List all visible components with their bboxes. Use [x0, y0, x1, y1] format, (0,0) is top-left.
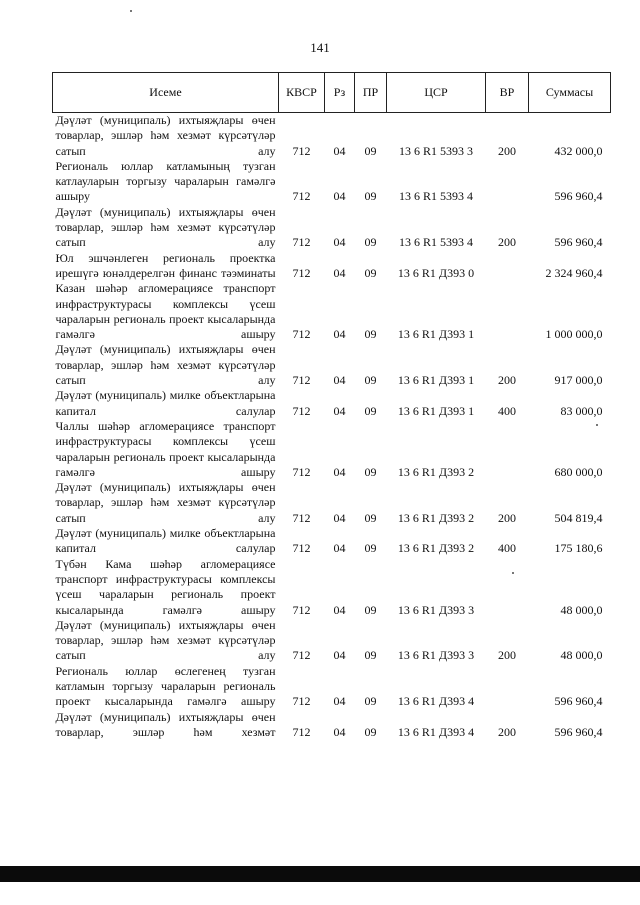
table-row [53, 557, 611, 618]
row-rz: 04 [333, 648, 346, 663]
table-row [53, 113, 611, 159]
row-pr: 09 [364, 403, 377, 418]
row-pr: 09 [364, 235, 377, 250]
scan-bottom-edge [0, 866, 640, 882]
column-header-kvsr: КВСР [279, 73, 325, 113]
row-rz: 04 [333, 373, 346, 388]
row-rz: 04 [333, 143, 346, 158]
row-pr: 09 [364, 724, 377, 739]
row-vr: 200 [498, 648, 516, 663]
table-row [53, 419, 611, 480]
table-row [53, 664, 611, 710]
row-sum: 48 000,0 [560, 648, 603, 663]
scan-speck [130, 10, 132, 12]
row-pr: 09 [364, 648, 377, 663]
row-name: Дәүләт (муниципаль) ихтыяҗлары өчен товарлар, эшләр һәм хезмәт күрсәтүләр сатып алу [55, 342, 276, 388]
row-csr: 13 6 R1 Д393 4 [397, 694, 475, 709]
row-sum: 680 000,0 [554, 464, 603, 479]
row-vr: 200 [498, 235, 516, 250]
row-sum: 2 324 960,4 [545, 265, 603, 280]
row-sum: 432 000,0 [554, 143, 603, 158]
table-row [53, 281, 611, 342]
table-row [53, 710, 611, 741]
row-csr: 13 6 R1 Д393 3 [397, 648, 475, 663]
row-kvsr: 712 [292, 265, 311, 280]
row-rz: 04 [333, 403, 346, 418]
table-row [53, 251, 611, 282]
row-kvsr: 712 [292, 403, 311, 418]
row-pr: 09 [364, 143, 377, 158]
table-row [53, 159, 611, 205]
row-sum: 48 000,0 [560, 602, 603, 617]
row-name: Дәүләт (муниципаль) ихтыяҗлары өчен товарлар, эшләр һәм хезмәт [55, 709, 276, 739]
row-kvsr: 712 [292, 724, 311, 739]
row-pr: 09 [364, 464, 377, 479]
row-pr: 09 [364, 327, 377, 342]
row-sum: 596 960,4 [554, 235, 603, 250]
row-name: Дәүләт (муниципаль) ихтыяҗлары өчен товарлар, эшләр һәм хезмәт күрсәтүләр сатып алу [55, 480, 276, 525]
row-vr: 400 [498, 541, 516, 556]
row-vr [486, 419, 529, 480]
row-sum: 596 960,4 [554, 189, 603, 204]
row-name: Дәүләт (муниципаль) ихтыяҗлары өчен товарлар, эшләр һәм хезмәт күрсәтүләр сатып алу [55, 204, 276, 250]
row-sum: 596 960,4 [554, 724, 603, 739]
row-kvsr: 712 [292, 143, 311, 158]
row-vr [486, 281, 529, 342]
row-kvsr: 712 [292, 541, 311, 556]
row-kvsr: 712 [292, 602, 311, 617]
row-rz: 04 [333, 541, 346, 556]
row-csr: 13 6 R1 Д393 0 [397, 265, 475, 280]
row-kvsr: 712 [292, 648, 311, 663]
row-name: Региональ юллар өслегенең тузган катламын торгызу чараларын региональ проект кысаларында гамәлгә ашыру [55, 663, 276, 709]
row-kvsr: 712 [292, 510, 311, 525]
table-row [53, 618, 611, 664]
row-kvsr: 712 [292, 464, 311, 479]
row-pr: 09 [364, 189, 377, 204]
row-kvsr: 712 [292, 327, 311, 342]
row-sum: 83 000,0 [560, 403, 603, 418]
row-rz: 04 [333, 602, 346, 617]
row-csr: 13 6 R1 Д393 1 [397, 327, 475, 342]
column-header-rz: Рз [325, 73, 355, 113]
row-pr: 09 [364, 541, 377, 556]
table-row [53, 342, 611, 388]
row-name: Чаллы шәһәр агломерациясе транспорт инфраструктурасы комплексы үсеш чараларын региональ проект кысаларында гамәлгә ашыру [55, 418, 276, 479]
row-csr: 13 6 R1 Д393 2 [397, 510, 475, 525]
row-rz: 04 [333, 235, 346, 250]
row-csr: 13 6 R1 5393 4 [398, 189, 473, 204]
budget-table [52, 72, 611, 740]
row-kvsr: 712 [292, 694, 311, 709]
row-vr: 200 [498, 510, 516, 525]
row-rz: 04 [333, 694, 346, 709]
row-vr [486, 664, 529, 710]
row-vr [486, 251, 529, 282]
row-kvsr: 712 [292, 235, 311, 250]
table-row [53, 205, 611, 251]
column-header-name: Исеме [53, 73, 279, 113]
row-rz: 04 [333, 464, 346, 479]
row-name: Түбән Кама шәһәр агломерациясе транспорт инфраструктурасы комплексы үсеш чараларын региональ проект кысаларында гамәлгә ашыру [55, 556, 276, 617]
row-kvsr: 712 [292, 189, 311, 204]
row-csr: 13 6 R1 Д393 2 [397, 541, 475, 556]
row-csr: 13 6 R1 Д393 2 [397, 464, 475, 479]
row-kvsr: 712 [292, 373, 311, 388]
row-pr: 09 [364, 602, 377, 617]
row-vr: 400 [498, 403, 516, 418]
row-rz: 04 [333, 724, 346, 739]
row-csr: 13 6 R1 Д393 1 [397, 403, 475, 418]
table-row [53, 480, 611, 526]
row-name: Юл эшчәнлеген региональ проектка ирешүгә юнәлдерелгән финанс тәэминаты [55, 250, 276, 280]
column-header-pr: ПР [355, 73, 387, 113]
row-csr: 13 6 R1 Д393 3 [397, 602, 475, 617]
row-sum: 504 819,4 [554, 510, 603, 525]
row-name: Дәүләт (муниципаль) ихтыяҗлары өчен товарлар, эшләр һәм хезмәт күрсәтүләр сатып алу [55, 113, 276, 158]
table-row [53, 388, 611, 419]
row-sum: 917 000,0 [554, 373, 603, 388]
row-pr: 09 [364, 694, 377, 709]
row-sum: 175 180,6 [554, 541, 603, 556]
row-name: Региональ юллар катламының тузган катлауларын торгызу чараларын гамәлгә ашыру [55, 158, 276, 204]
row-sum: 596 960,4 [554, 694, 603, 709]
column-header-sum: Суммасы [529, 73, 611, 113]
row-vr: 200 [498, 373, 516, 388]
column-header-csr: ЦСР [387, 73, 486, 113]
row-rz: 04 [333, 189, 346, 204]
row-vr [486, 159, 529, 205]
row-name: Казан шәһәр агломерациясе транспорт инфраструктурасы комплексы үсеш чараларын региональ проект кысаларында гамәлгә ашыру [55, 281, 276, 342]
row-csr: 13 6 R1 Д393 1 [397, 373, 475, 388]
row-name: Дәүләт (муниципаль) милке объектларына капитал салулар [55, 388, 276, 418]
row-csr: 13 6 R1 5393 3 [398, 143, 473, 158]
row-pr: 09 [364, 373, 377, 388]
row-csr: 13 6 R1 5393 4 [398, 235, 473, 250]
row-name: Дәүләт (муниципаль) ихтыяҗлары өчен товарлар, эшләр һәм хезмәт күрсәтүләр сатып алу [55, 617, 276, 663]
row-vr: 200 [498, 724, 516, 739]
row-pr: 09 [364, 265, 377, 280]
row-vr: 200 [498, 143, 516, 158]
column-header-vr: ВР [486, 73, 529, 113]
page-number: 141 [310, 40, 330, 55]
row-rz: 04 [333, 510, 346, 525]
row-rz: 04 [333, 265, 346, 280]
row-csr: 13 6 R1 Д393 4 [397, 724, 475, 739]
table-header-row [53, 73, 611, 113]
row-name: Дәүләт (муниципаль) милке объектларына капитал салулар [55, 526, 276, 556]
row-rz: 04 [333, 327, 346, 342]
table-row [53, 526, 611, 557]
row-sum: 1 000 000,0 [545, 327, 603, 342]
row-vr [486, 557, 529, 618]
row-pr: 09 [364, 510, 377, 525]
